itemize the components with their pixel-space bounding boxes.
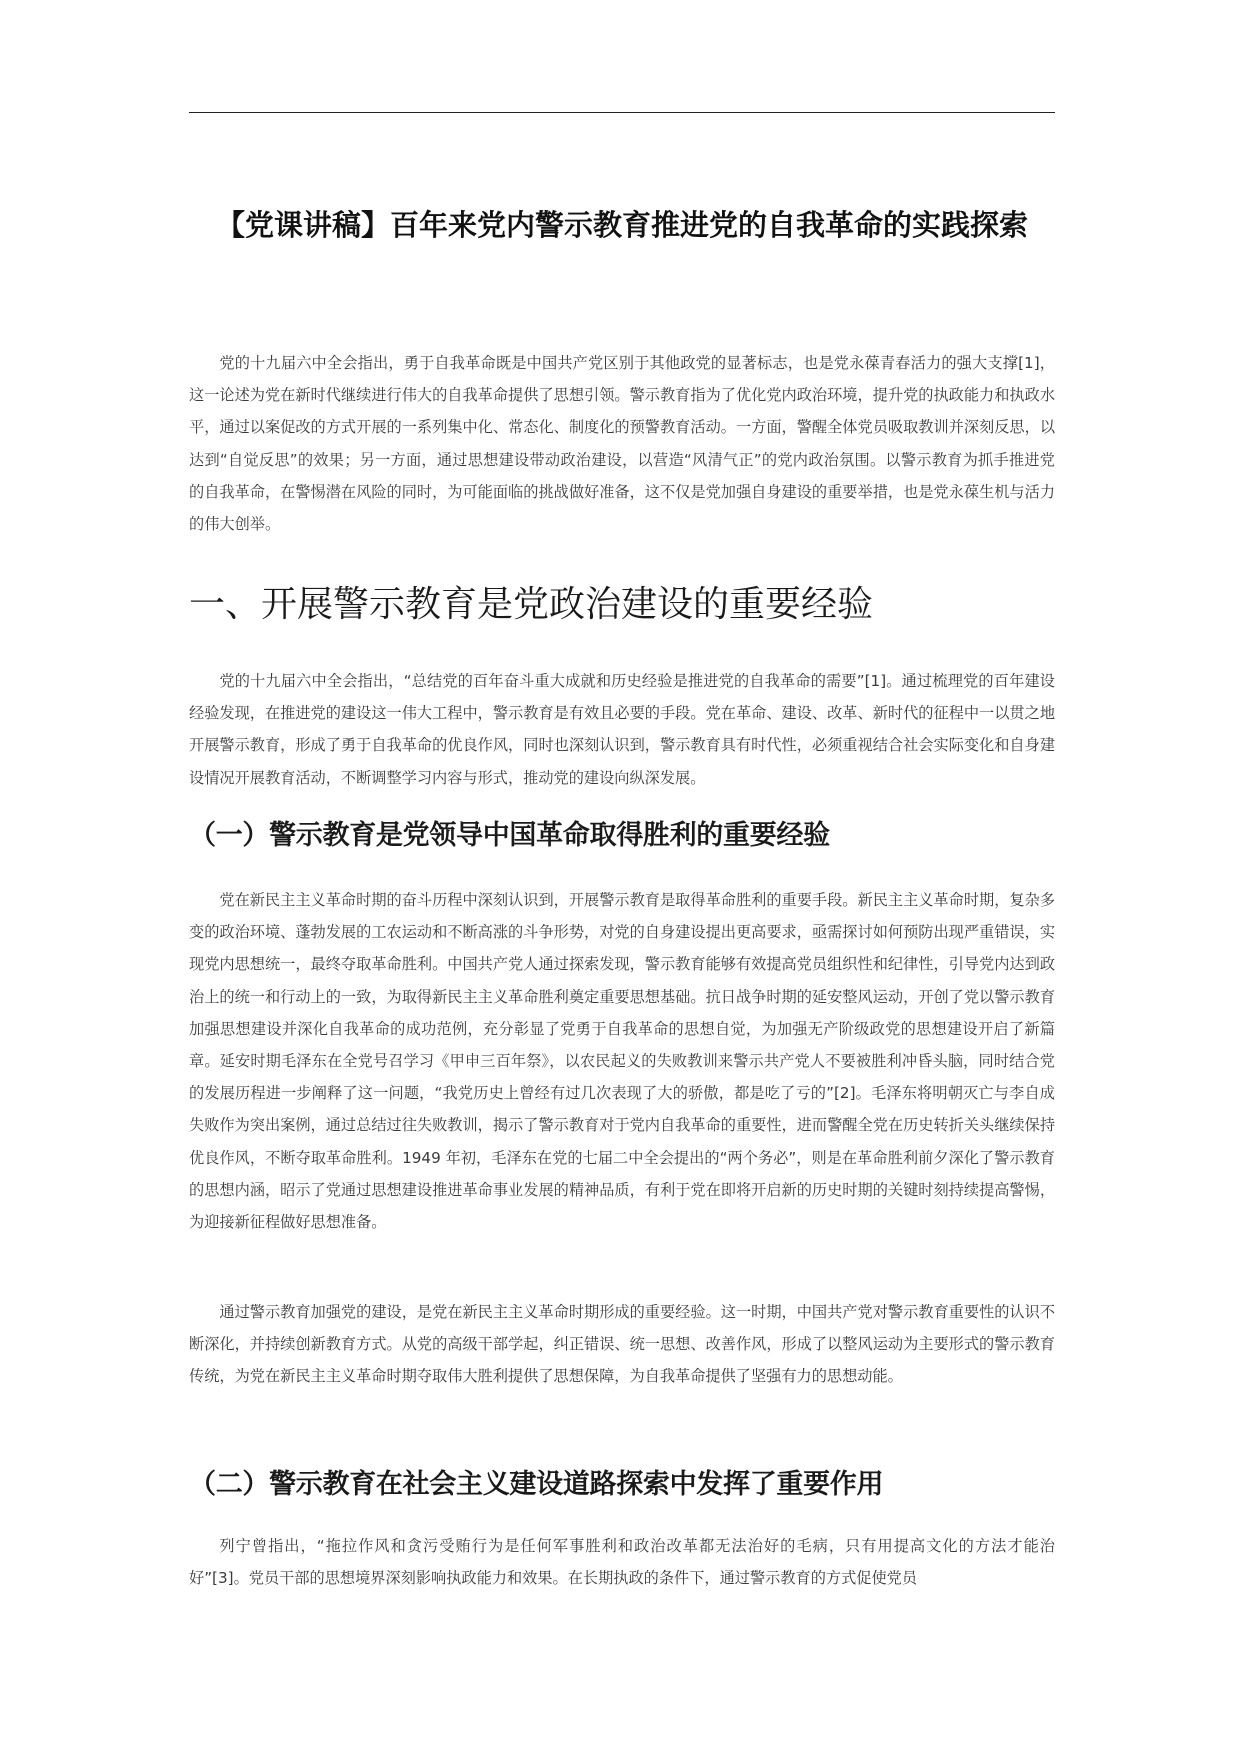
subsection-2-paragraph: 列宁曾指出，“拖拉作风和贪污受贿行为是任何军事胜利和政治改革都无法治好的毛病，只有用提高文化的方法才能治好”[3]。党员干部的思想境界深刻影响执政能力和效果。在长期执政的条件下，通过警示教育的方式促使党员 [189, 1537, 1055, 1588]
intro-paragraph: 党的十九届六中全会指出，勇于自我革命既是中国共产党区别于其他政党的显著标志，也是党永葆青春活力的强大支撑[1]，这一论述为党在新时代继续进行伟大的自我革命提供了思想引领。警示教育指为了优化党内政治环境，提升党的执政能力和执政水平，通过以案促改的方式开展的一系列集中化、常态化、制度化的预警教育活动。一方面，警醒全体党员吸取教训并深刻反思，以达到“自觉反思”的效果；另一方面，通过思想建设带动政治建设，以营造“风清气正”的党内政治氛围。以警示教育为抓手推进党的自我革命，在警惕潜在风险的同时，为可能面临的挑战做好准备，这不仅是党加强自身建设的重要举措，也是党永葆生机与活力的伟大创举。 [189, 354, 1055, 534]
section-1-paragraph: 党的十九届六中全会指出，“总结党的百年奋斗重大成就和历史经验是推进党的自我革命的需要”[1]。通过梳理党的百年建设经验发现，在推进党的建设这一伟大工程中，警示教育是有效且必要的手段。党在革命、建设、改革、新时代的征程中一以贯之地开展警示教育，形成了勇于自我革命的优良作风，同时也深刻认识到，警示教育具有时代性，必须重视结合社会实际变化和自身建设情况开展教育活动，不断调整学习内容与形式，推动党的建设向纵深发展。 [189, 672, 1055, 787]
subsection-1-paragraph-1: 党在新民主主义革命时期的奋斗历程中深刻认识到，开展警示教育是取得革命胜利的重要手段。新民主主义革命时期，复杂多变的政治环境、蓬勃发展的工农运动和不断高涨的斗争形势，对党的自身建设提出更高要求，亟需探讨如何预防出现严重错误，实现党内思想统一，最终夺取革命胜利。中国共产党人通过探索发现，警示教育能够有效提高党员组织性和纪律性，引导党内达到政治上的统一和行动上的一致，为取得新民主主义革命胜利奠定重要思想基础。抗日战争时期的延安整风运动，开创了党以警示教育加强思想建设并深化自我革命的成功范例，充分彰显了党勇于自我革命的思想自觉，为加强无产阶级政党的思想建设开启了新篇章。延安时期毛泽东在全党号召学习《甲申三百年祭》，以农民起义的失败教训来警示共产党人不要被胜利冲昏头脑，同时结合党的发展历程进一步阐释了这一问题，“我党历史上曾经有过几次表现了大的骄傲，都是吃了亏的”[2]。毛泽东将明朝灭亡与李自成失败作为突出案例，通过总结过往失败教训，揭示了警示教育对于党内自我革命的重要性，进而警醒全党在历史转折关头继续保持优良作风，不断夺取革命胜利。1949 年初，毛泽东在党的七届二中全会提出的“两个务必”，则是在革命胜利前夕深化了警示教育的思想内涵，昭示了党通过思想建设推进革命事业发展的精神品质，有利于党在即将开启新的历史时期的关键时刻持续提高警惕，为迎接新征程做好思想准备。 [189, 891, 1055, 1232]
subsection-1-heading: （一）警示教育是党领导中国革命取得胜利的重要经验 [189, 820, 830, 851]
subsection-1-paragraph-2: 通过警示教育加强党的建设，是党在新民主主义革命时期形成的重要经验。这一时期，中国共产党对警示教育重要性的认识不断深化，并持续创新教育方式。从党的高级干部学起，纠正错误、统一思想、改善作风，形成了以整风运动为主要形式的警示教育传统，为党在新民主主义革命时期夺取伟大胜利提供了思想保障，为自我革命提供了坚强有力的思想动能。 [189, 1303, 1055, 1386]
document-title: 【党课讲稿】百年来党内警示教育推进党的自我革命的实践探索 [215, 208, 1028, 242]
section-1-heading: 一、开展警示教育是党政治建设的重要经验 [189, 584, 874, 625]
subsection-2-heading: （二）警示教育在社会主义建设道路探索中发挥了重要作用 [189, 1469, 884, 1500]
header-rule [189, 112, 1055, 113]
